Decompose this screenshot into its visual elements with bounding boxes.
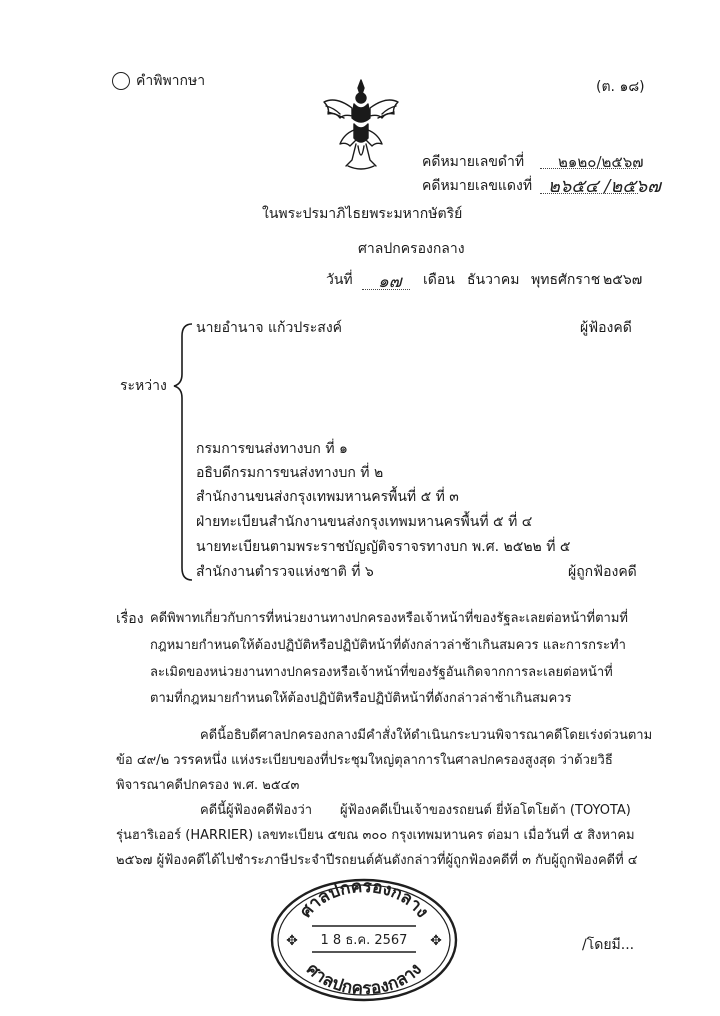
defendant-1: กรมการขนส่งทางบก ที่ ๑ xyxy=(196,441,348,457)
stamp-date: 1 8 ธ.ค. 2567 xyxy=(320,933,408,948)
subject-label: เรื่อง xyxy=(116,611,144,627)
body-para2-first: ผู้ฟ้องคดีเป็นเจ้าของรถยนต์ ยี่ห้อโตโยต้า (TOYOTA) xyxy=(340,803,631,818)
date-day: ๑๗ xyxy=(378,272,402,292)
royal-line: ในพระปรมาภิไธยพระมหากษัตริย์ xyxy=(262,206,463,222)
body-para1-line-3: พิจารณาคดีปกครอง พ.ศ. ๒๕๔๓ xyxy=(116,778,300,793)
subject-line-1: คดีพิพาทเกี่ยวกับการที่หน่วยงานทางปกครองหรือเจ้าหน้าที่ของรัฐละเลยต่อหน้าที่ตามที่ xyxy=(150,611,628,626)
between-label: ระหว่าง xyxy=(120,378,167,394)
form-label: คำพิพากษา xyxy=(136,73,206,89)
date-day-dotline xyxy=(362,289,410,290)
continuation-text: /โดยมี... xyxy=(582,937,635,953)
plaintiff-name: นายอำนาจ แก้วประสงค์ xyxy=(196,320,343,336)
date-year: ๒๕๖๗ xyxy=(603,272,643,288)
subject-line-4: ตามที่กฎหมายกำหนดให้ต้องปฏิบัติหรือปฏิบัติหน้าที่ดังกล่าวล่าช้าเกินสมควร xyxy=(150,691,572,706)
body-para1-line-2: ข้อ ๔๙/๒ วรรคหนึ่ง แห่งระเบียบของที่ประชุมใหญ่ตุลาการในศาลปกครองสูงสุด ว่าด้วยวิธี xyxy=(116,753,613,768)
court-name: ศาลปกครองกลาง xyxy=(358,241,465,257)
red-case-dotline xyxy=(540,193,638,194)
court-stamp xyxy=(268,876,460,1004)
black-case-dotline xyxy=(540,168,638,169)
red-case-label: คดีหมายเลขแดงที่ xyxy=(422,178,533,194)
subject-line-2: กฎหมายกำหนดให้ต้องปฏิบัติหรือปฏิบัติหน้าที่ดังกล่าวล่าช้าเกินสมควร และการกระทำ xyxy=(150,638,626,653)
body-para2-line-3: ๒๕๖๗ ผู้ฟ้องคดีได้ไปชำระภาษีประจำปีรถยนต์คันดังกล่าวที่ผู้ถูกฟ้องคดีที่ ๓ กับผู้ถูกฟ้องคดีที่ ๔ xyxy=(116,853,638,868)
defendant-4: ฝ่ายทะเบียนสำนักงานขนส่งกรุงเทพมหานครพื้นที่ ๕ ที่ ๔ xyxy=(196,514,533,530)
body-para1-line-1: คดีนี้อธิบดีศาลปกครองกลางมีคำสั่งให้ดำเนินกระบวนพิจารณาคดีโดยเร่งด่วนตาม xyxy=(200,728,653,743)
date-month-label: เดือน xyxy=(423,272,455,288)
circle-mark-icon xyxy=(112,72,130,90)
defendant-role: ผู้ถูกฟ้องคดี xyxy=(568,564,637,580)
plaintiff-role: ผู้ฟ้องคดี xyxy=(580,320,632,336)
svg-text:✥: ✥ xyxy=(430,933,442,949)
black-case-number: ๒๑๒๐/๒๕๖๗ xyxy=(558,153,644,171)
form-code: (ต. ๑๘) xyxy=(596,79,645,95)
garuda-emblem-icon xyxy=(318,74,404,174)
parties-brace-icon xyxy=(172,318,196,584)
body-para2-lead: คดีนี้ผู้ฟ้องคดีฟ้องว่า xyxy=(200,803,313,818)
defendant-6: สำนักงานตำรวจแห่งชาติ ที่ ๖ xyxy=(196,564,374,580)
stamp-top-text: ศาลปกครองกลาง xyxy=(295,876,433,922)
date-month: ธันวาคม xyxy=(467,272,520,288)
body-para2-line-2: รุ่นฮาริเออร์ (HARRIER) เลขทะเบียน ๕ขณ ๓๐๐ กรุงเทพมหานคร ต่อมา เมื่อวันที่ ๕ สิงหาคม xyxy=(116,828,635,843)
defendant-3: สำนักงานขนส่งกรุงเทพมหานครพื้นที่ ๕ ที่ ๓ xyxy=(196,489,459,505)
defendant-5: นายทะเบียนตามพระราชบัญญัติจราจรทางบก พ.ศ. ๒๕๒๒ ที่ ๕ xyxy=(196,539,571,555)
black-case-label: คดีหมายเลขดำที่ xyxy=(422,154,525,170)
svg-text:✥: ✥ xyxy=(286,933,298,949)
subject-line-3: ละเมิดของหน่วยงานทางปกครองหรือเจ้าหน้าที่ของรัฐอันเกิดจากการละเลยต่อหน้าที่ xyxy=(150,665,613,680)
stamp-bottom-text: ศาลปกครองกลาง xyxy=(302,959,426,1000)
red-case-number: ๒๖๕๔ /๒๕๖๗ xyxy=(548,176,661,197)
defendant-2: อธิบดีกรมการขนส่งทางบก ที่ ๒ xyxy=(196,465,384,481)
date-year-label: พุทธศักราช xyxy=(531,272,601,288)
date-day-label: วันที่ xyxy=(326,272,353,288)
